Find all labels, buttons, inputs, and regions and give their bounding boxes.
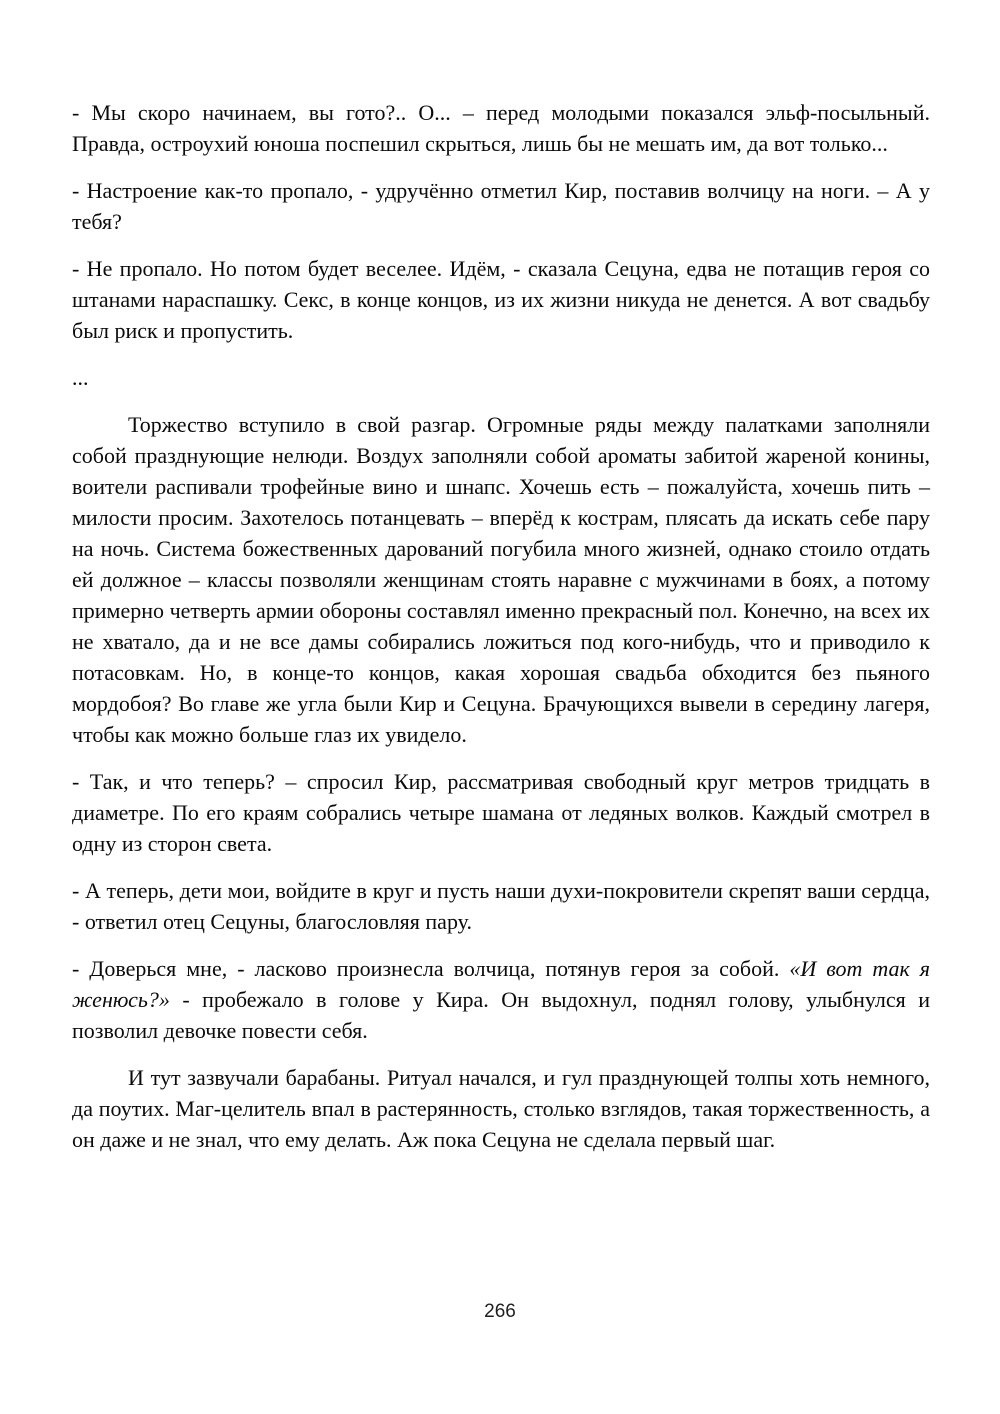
page-number: 266 bbox=[484, 1301, 516, 1322]
text-run: - Мы скоро начинаем, вы гото?.. О... – перед молодыми показался эльф-посыльный. Правда, остроухий юноша поспешил скрыться, лишь бы не мешать им, да вот только... bbox=[72, 100, 930, 156]
text-block bbox=[72, 97, 930, 1171]
text-run: - Доверься мне, - ласково произнесла волчица, потянув героя за собой. bbox=[72, 956, 790, 981]
paragraph-2 bbox=[72, 175, 930, 237]
paragraph-8 bbox=[72, 953, 930, 1046]
italic-run: «И вот так я женюсь?» bbox=[72, 956, 930, 1012]
text-run: И тут зазвучали барабаны. Ритуал начался, и гул празднующей толпы хоть немного, да поутих. Маг-целитель впал в растерянность, столько взглядов, такая торжественность, а он даже и не знал, что ему делать. Аж пока Сецуна не сделала первый шаг. bbox=[72, 1065, 930, 1152]
paragraph-4 bbox=[72, 362, 930, 393]
text-run: - Так, и что теперь? – спросил Кир, рассматривая свободный круг метров тридцать в диаметре. По его краям собрались четыре шамана от ледяных волков. Каждый смотрел в одну из сторон света. bbox=[72, 769, 930, 856]
text-run: - Не пропало. Но потом будет веселее. Идём, - сказала Сецуна, едва не потащив героя со штанами нараспашку. Секс, в конце концов, из их жизни никуда не денется. А вот свадьбу был риск и пропустить. bbox=[72, 256, 930, 343]
text-run: Торжество вступило в свой разгар. Огромные ряды между палатками заполняли собой празднующие нелюди. Воздух заполняли собой ароматы забитой жареной конины, воители распивали трофейные вино и шнапс. Хочешь есть – пожалуйста, хочешь пить – милости просим. Захотелось потанцевать – вперёд к кострам, плясать да искать себе пару на ночь. Система божественных дарований погубила много жизней, однако стоило отдать ей должное – классы позволяли женщинам стоять наравне с мужчинами в боях, а потому примерно четверть армии обороны составлял именно прекрасный пол. Конечно, на всех их не хватало, да и не все дамы собирались ложиться под кого-нибудь, что и приводило к потасовкам. Но, в конце-то концов, какая хорошая свадьба обходится без пьяного мордобоя? Во главе же угла были Кир и Сецуна. Брачующихся вывели в середину лагеря, чтобы как можно больше глаз их увидело. bbox=[72, 412, 930, 747]
text-run: ... bbox=[72, 365, 89, 390]
paragraph-5 bbox=[72, 409, 930, 750]
paragraph-1 bbox=[72, 97, 930, 159]
paragraph-9 bbox=[72, 1062, 930, 1155]
text-run: - А теперь, дети мои, войдите в круг и пусть наши духи-покровители скрепят ваши сердца, - ответил отец Сецуны, благословляя пару. bbox=[72, 878, 930, 934]
text-run: - Настроение как-то пропало, - удручённо отметил Кир, поставив волчицу на ноги. – А у тебя? bbox=[72, 178, 930, 234]
text-run: - пробежало в голове у Кира. Он выдохнул, поднял голову, улыбнулся и позволил девочке повести себя. bbox=[72, 987, 930, 1043]
paragraph-6 bbox=[72, 766, 930, 859]
paragraph-7 bbox=[72, 875, 930, 937]
paragraph-3 bbox=[72, 253, 930, 346]
